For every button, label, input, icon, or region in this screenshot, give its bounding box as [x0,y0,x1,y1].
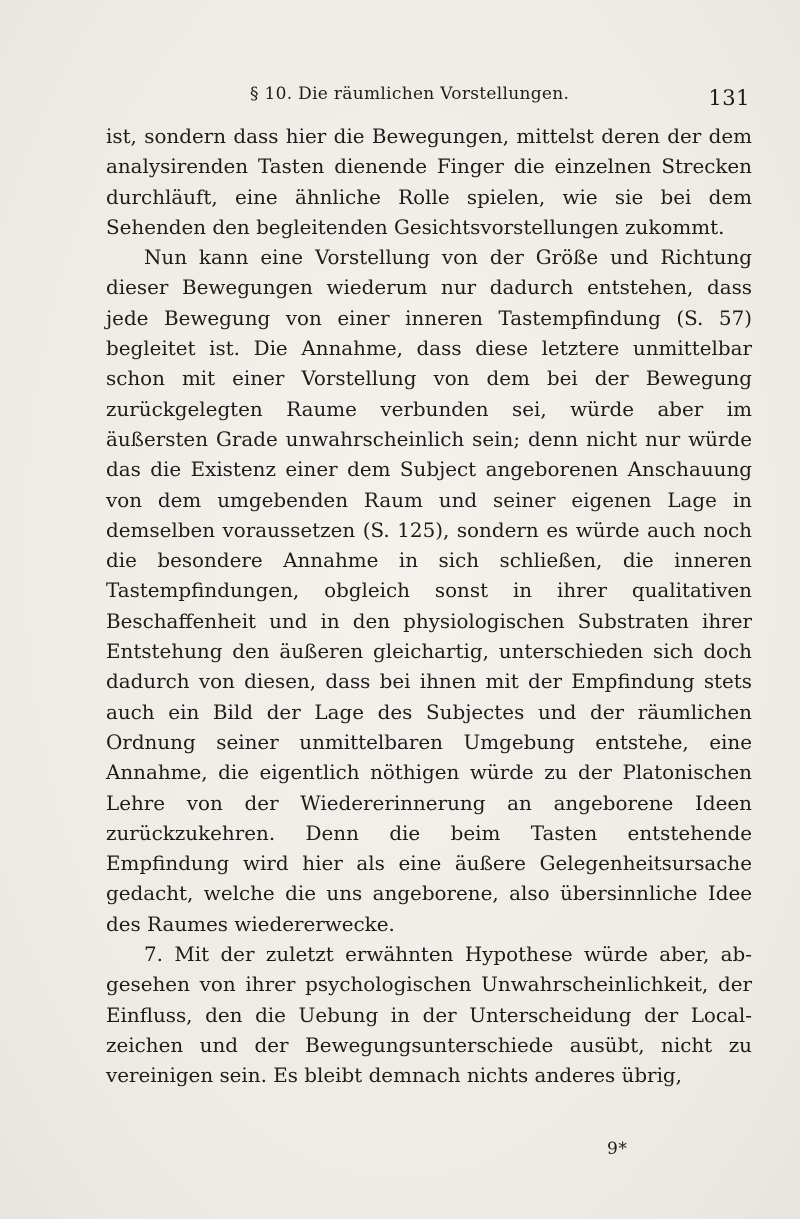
running-title: § 10. Die räumlichen Vorstellungen. [250,84,570,104]
page-number: 131 [708,86,750,110]
paragraph-section-7: 7. Mit der zuletzt erwähnten Hypothese würde aber, abgesehen von ihrer psychologischen Unwahrscheinlichkeit, der Einfluss, den die Uebung in der Unterscheidung der Localzeichen und der Bewegungsunterschiede ausübt, nicht zu vereinigen sein. Es bleibt demnach nichts anderes übrig, [106,943,752,1088]
paragraph-main: Nun kann eine Vorstellung von der Größe und Richtung dieser Bewegungen wiederum nur dadurch entstehen, dass jede Bewegung von einer inneren Tastempfindung (S. 57) begleitet ist. Die Annahme, dass diese letztere unmittelbar schon mit einer Vorstellung von dem bei der Bewegung zurückgelegten Raume verbunden sei, würde aber im äußersten Grade unwahrscheinlich sein; denn nicht nur würde das die Existenz einer dem Subject angeborenen Anschauung von dem umgebenden Raum und seiner eigenen Lage in demselben voraussetzen (S. 125), sondern es würde auch noch die besondere Annahme in sich schließen, die inneren Tastempfindungen, obgleich sonst in ihrer qualitativen Beschaffenheit und in den physiologischen Substraten ihrer Entstehung den äußeren gleichartig, unterschieden sich doch dadurch von diesen, dass bei ihnen mit der Empfindung stets auch ein Bild der Lage des Subjectes und der räumlichen Ordnung seiner unmittelbaren Umgebung entstehe, eine Annahme, die eigentlich nöthigen würde zu der Platonischen Lehre von der Wiedererinnerung an angeborene Ideen zurückzukehren. Denn die beim Tasten entstehende Empfindung wird hier als eine äußere Gelegenheitsursache gedacht, welche die uns angeborene, also übersinnliche Idee des Raumes wiedererwecke. [106,246,752,936]
body-text [106,122,752,1092]
paragraph-continuation: ist, sondern dass hier die Bewegungen, mittelst deren der dem analysirenden Tasten dienende Finger die einzelnen Strecken durchläuft, eine ähnliche Rolle spielen, wie sie bei dem Sehenden den begleitenden Gesichtsvorstellungen zukommt. [106,125,752,239]
running-head [100,84,750,114]
signature-mark: 9* [607,1139,628,1159]
